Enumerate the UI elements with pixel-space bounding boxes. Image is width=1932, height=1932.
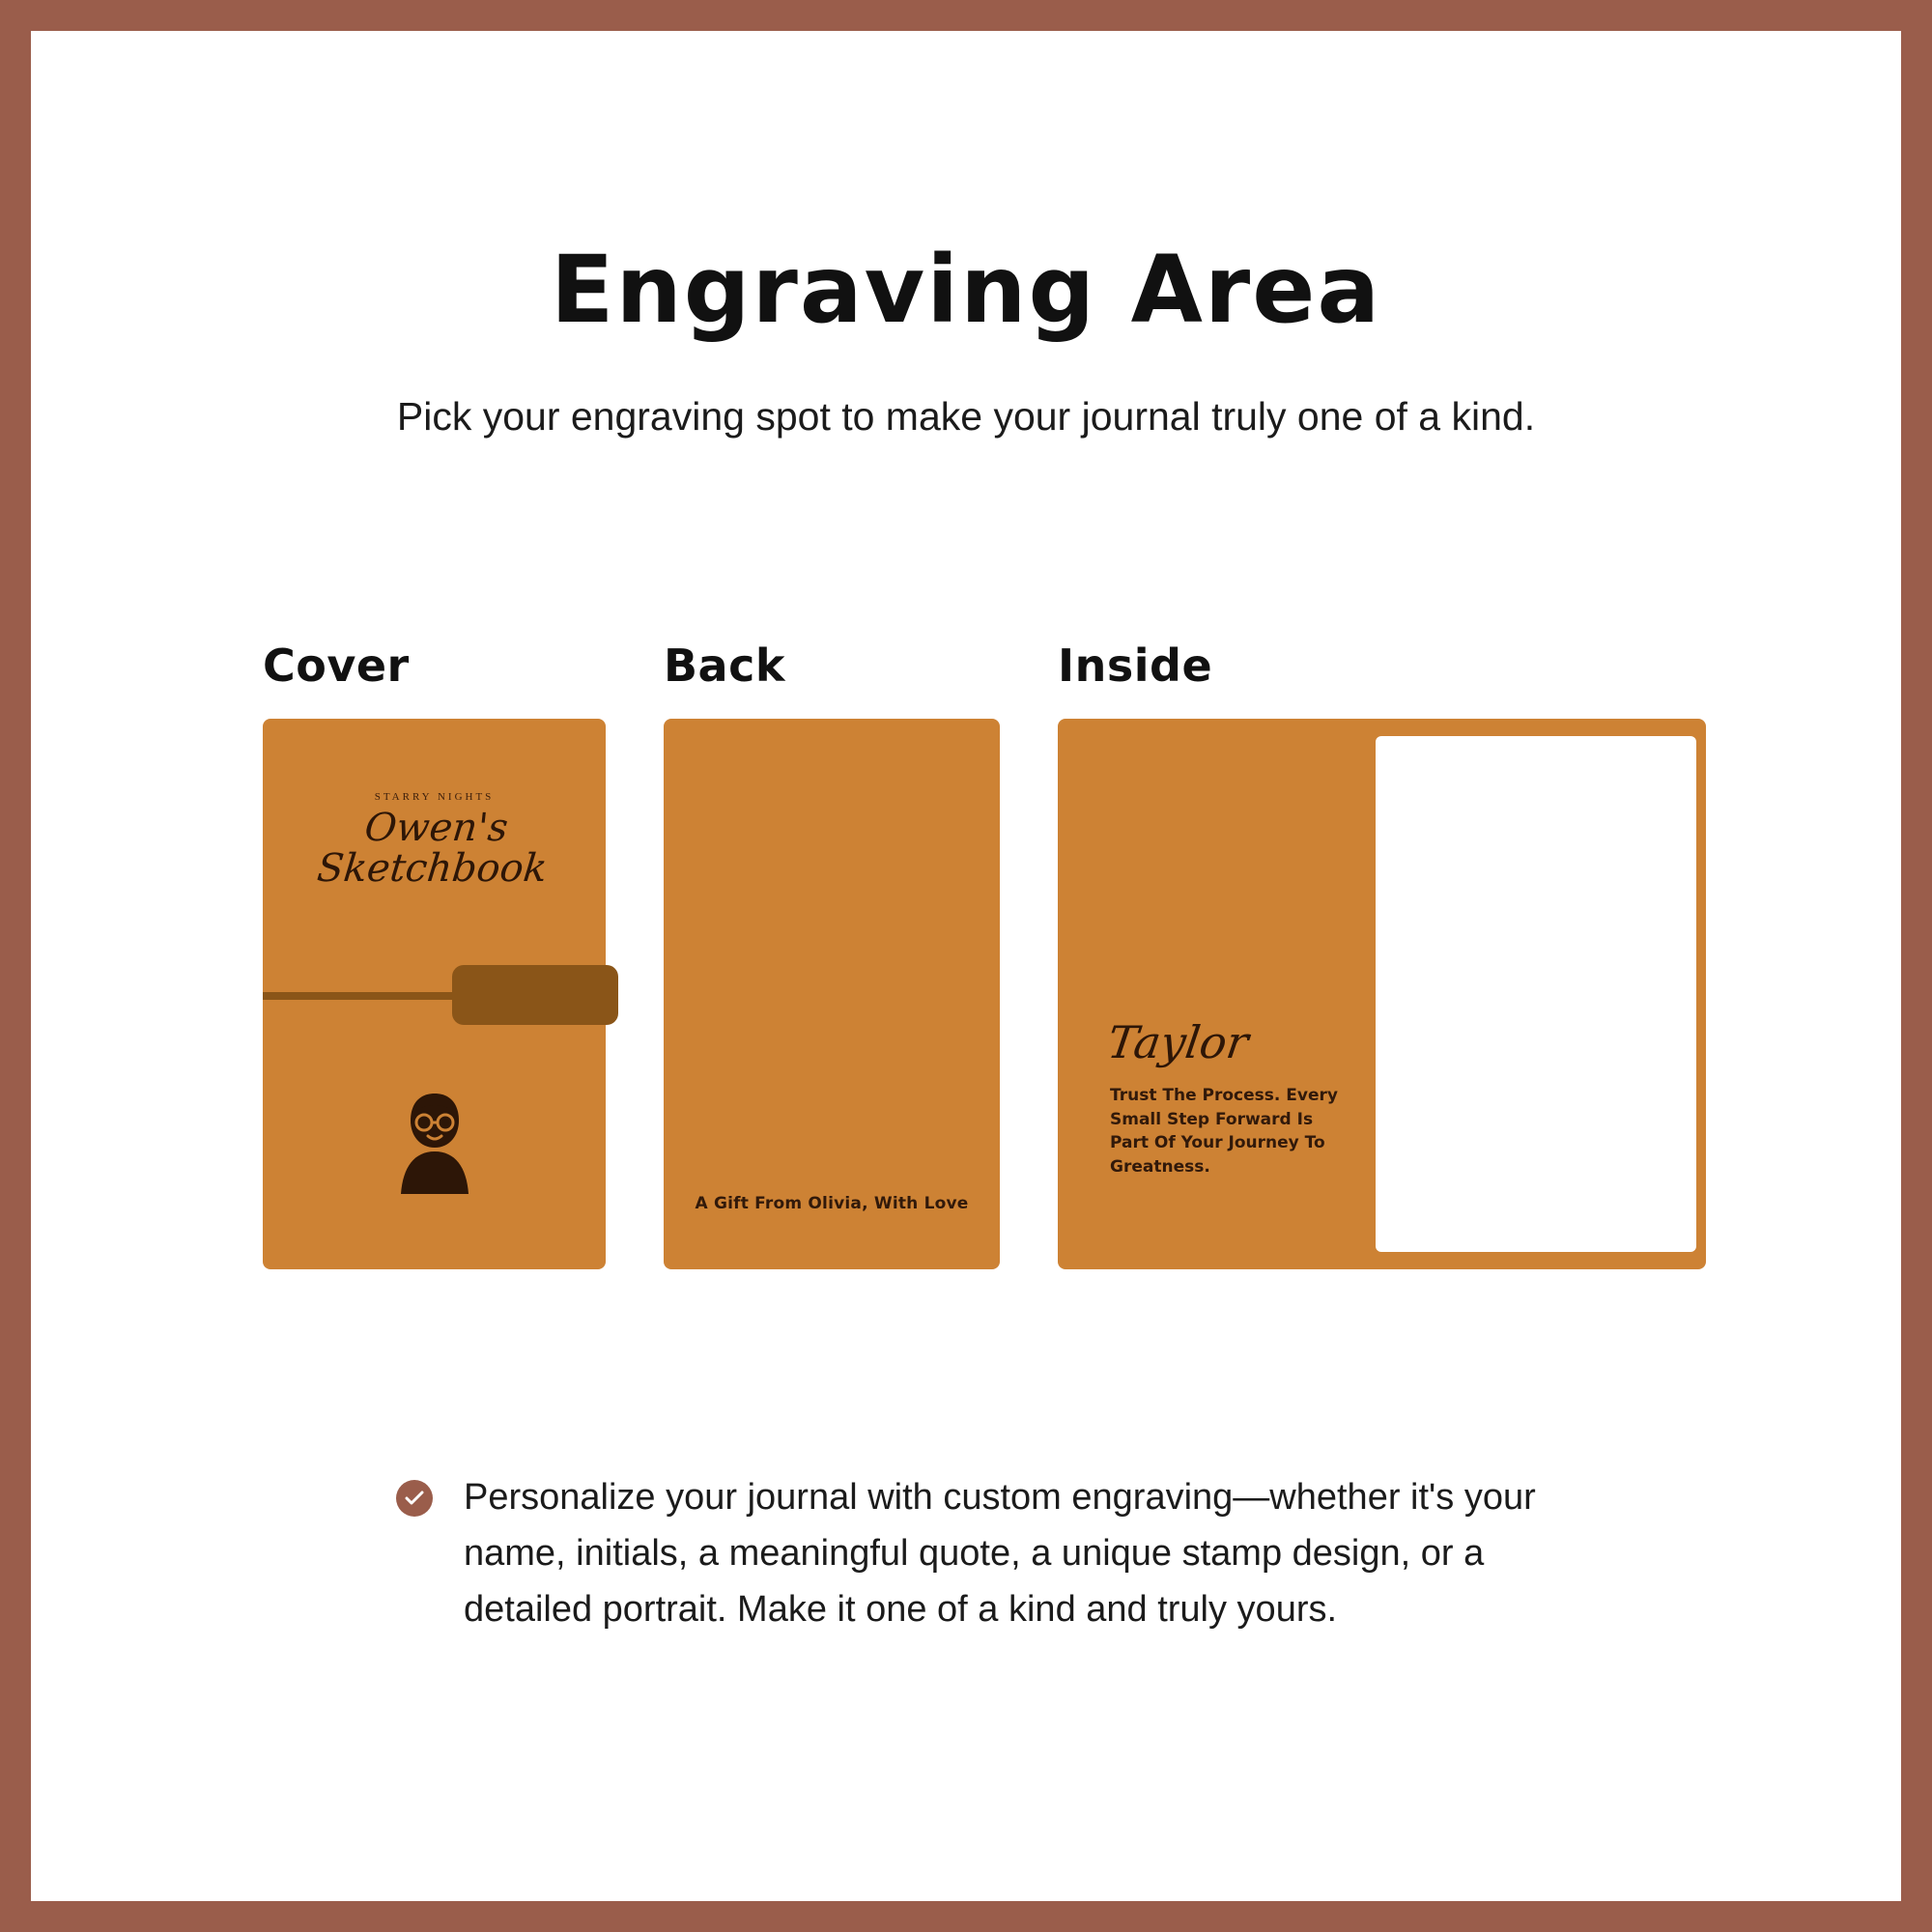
cover-name-line2: Sketchbook (315, 846, 550, 891)
cover-buckle (452, 965, 618, 1025)
check-circle-icon (396, 1480, 433, 1517)
cover-brand-text: STARRY NIGHTS (374, 791, 495, 803)
engraving-option-back[interactable] (664, 719, 1000, 1269)
inside-signature-text: Taylor (1104, 1016, 1252, 1068)
panel-label-back: Back (664, 639, 785, 692)
cover-name-text (259, 808, 611, 889)
engraving-options (31, 620, 1901, 1296)
panel-label-inside: Inside (1058, 639, 1213, 692)
page-title: Engraving Area (550, 236, 1382, 344)
engraving-option-cover[interactable] (263, 719, 606, 1269)
back-note-text: A Gift From Olivia, With Love (695, 1194, 969, 1213)
page-subtitle: Pick your engraving spot to make your journal truly one of a kind. (396, 394, 1536, 439)
page-canvas (31, 31, 1901, 1901)
inside-blank-page (1376, 736, 1696, 1252)
cover-name-line1: Owen's (362, 806, 511, 850)
person-portrait-icon (393, 1088, 476, 1194)
inside-quote-text: Trust The Process. Every Small Step Forward Is Part Of Your Journey To Greatness. (1110, 1086, 1338, 1177)
engraving-option-inside[interactable] (1058, 719, 1706, 1269)
footer-text: Personalize your journal with custom engraving—whether it's your name, initials, a meaningful quote, a unique stamp design, or a detailed portrait. Make it one of a kind and truly yours. (464, 1477, 1536, 1630)
panel-label-cover: Cover (263, 639, 410, 692)
footer-note (396, 1470, 1555, 1637)
